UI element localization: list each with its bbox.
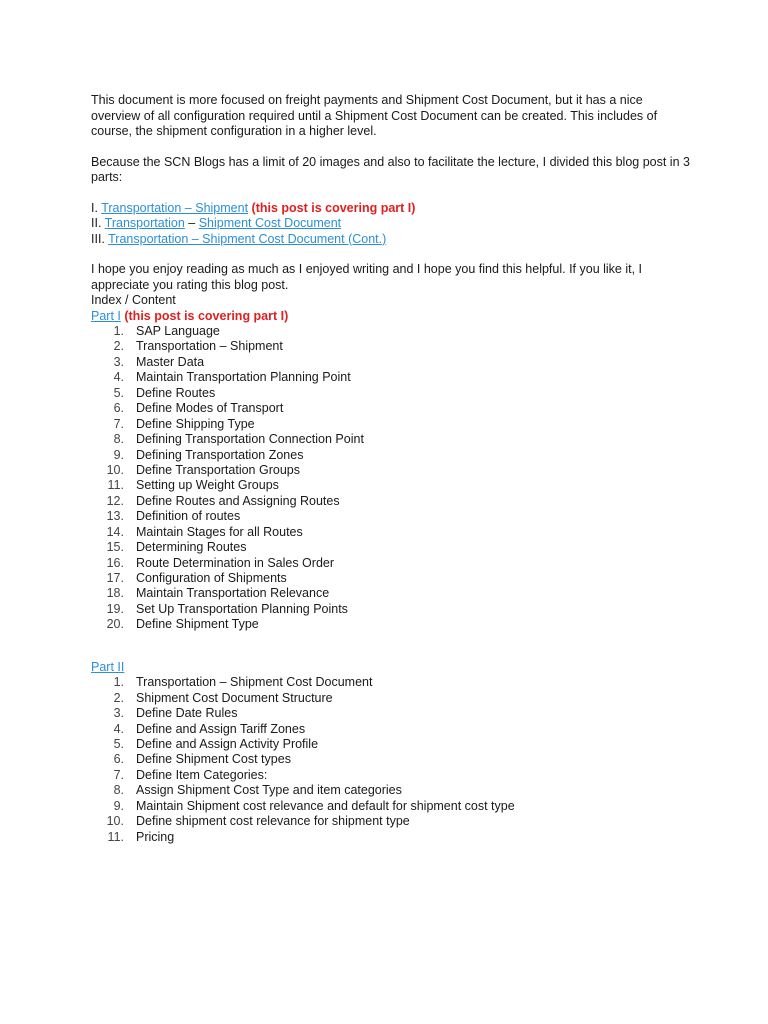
toc-item-number: 15. — [106, 540, 124, 555]
toc-item-number: 13. — [106, 509, 124, 524]
document-page — [91, 93, 691, 845]
toc-item-number: 3. — [113, 354, 124, 369]
toc-item-number: 8. — [113, 783, 124, 798]
toc-item-label: Transportation – Shipment — [136, 339, 283, 354]
toc-item — [91, 722, 691, 737]
toc-item-label: Define shipment cost relevance for shipment type — [136, 814, 410, 829]
part-line-3 — [91, 232, 691, 248]
toc-item — [91, 463, 691, 478]
toc-item — [91, 602, 691, 617]
toc-item — [91, 386, 691, 401]
toc-item-number: 7. — [113, 767, 124, 782]
toc-item-number: 18. — [106, 586, 124, 601]
toc-item-label: Maintain Transportation Relevance — [136, 586, 330, 601]
toc-item-label: Master Data — [136, 354, 205, 369]
toc-item-label: Configuration of Shipments — [136, 571, 287, 585]
parts-list — [91, 201, 691, 248]
closing-paragraph: I hope you enjoy reading as much as I enjoyed writing and I hope you find this helpful. If you like it, I appreciate you rating this blog post. — [91, 262, 643, 292]
toc-item — [91, 675, 691, 690]
toc-item-label: Route Determination in Sales Order — [136, 555, 335, 570]
toc-item-number: 10. — [106, 814, 124, 829]
toc-item — [91, 691, 691, 706]
toc-item-label: Set Up Transportation Planning Points — [136, 601, 348, 616]
toc-item-number: 2. — [113, 690, 124, 705]
toc-item-number: 5. — [113, 385, 124, 400]
part-3-link[interactable]: Transportation – Shipment Cost Document (Cont.) — [108, 231, 387, 246]
toc-item — [91, 355, 691, 370]
toc-item — [91, 737, 691, 752]
toc-item — [91, 814, 691, 829]
toc-item-number: 6. — [113, 752, 124, 767]
toc-item-number: 11. — [107, 478, 124, 493]
part-2-link[interactable]: Transportation — [104, 216, 185, 230]
toc-item — [91, 494, 691, 509]
toc-item-label: Define Shipping Type — [136, 416, 255, 431]
toc-item-number: 14. — [106, 524, 124, 539]
toc-item — [91, 448, 691, 463]
toc-item-label: Define and Assign Tariff Zones — [136, 721, 306, 736]
toc-item-label: Assign Shipment Cost Type and item categories — [136, 783, 402, 798]
part-line-2 — [91, 216, 691, 232]
toc-item — [91, 432, 691, 447]
part1-link[interactable]: Part I — [91, 308, 121, 323]
toc-item — [91, 706, 691, 721]
toc-item-label: Pricing — [136, 829, 175, 844]
part-prefix: III. — [91, 231, 109, 246]
toc-item-label: Determining Routes — [136, 540, 247, 555]
toc-item — [91, 509, 691, 524]
toc-item-number: 4. — [113, 370, 124, 385]
toc-item — [91, 324, 691, 339]
toc-item-label: Define and Assign Activity Profile — [136, 737, 319, 751]
toc-item — [91, 768, 691, 783]
intro-paragraph: This document is more focused on freight payments and Shipment Cost Document, but it has a nice overview of all configuration required until a Shipment Cost Document can be created. This includes of course, the shipment configuration in a higher level. — [91, 93, 658, 138]
toc-item-number: 2. — [113, 339, 124, 354]
toc-item — [91, 617, 691, 632]
index-label: Index / Content — [91, 293, 176, 307]
part2-toc-list — [91, 675, 691, 845]
toc-item-label: Define Date Rules — [136, 706, 238, 721]
part-line-1 — [91, 201, 691, 217]
toc-item-number: 7. — [113, 416, 124, 431]
part1-toc-list — [91, 324, 691, 633]
toc-item-number: 11. — [107, 829, 124, 844]
toc-item — [91, 401, 691, 416]
toc-item — [91, 339, 691, 354]
toc-item-label: Setting up Weight Groups — [136, 478, 279, 493]
toc-item-label: Maintain Transportation Planning Point — [136, 370, 351, 385]
toc-item — [91, 556, 691, 571]
toc-item-number: 6. — [113, 401, 124, 416]
covering-note: (this post is covering part I) — [251, 200, 416, 215]
toc-item-number: 5. — [113, 737, 124, 751]
toc-item — [91, 586, 691, 601]
toc-item-label: Defining Transportation Zones — [136, 447, 304, 462]
toc-item-number: 12. — [106, 493, 124, 508]
toc-item-label: Definition of routes — [136, 509, 241, 524]
toc-item-number: 8. — [113, 432, 124, 447]
toc-item-number: 19. — [106, 601, 124, 616]
toc-item-label: Maintain Stages for all Routes — [136, 524, 303, 539]
toc-item-number: 3. — [113, 706, 124, 721]
toc-item-label: Define Modes of Transport — [136, 401, 284, 416]
part1-covering-note: (this post is covering part I) — [124, 308, 289, 323]
toc-item-number: 20. — [106, 617, 124, 632]
part-1-link[interactable]: Transportation – Shipment — [101, 200, 249, 215]
toc-item-label: Define Routes — [136, 385, 216, 400]
toc-item-number: 4. — [113, 721, 124, 736]
toc-item-number: 9. — [113, 798, 124, 813]
part2-heading — [91, 660, 691, 676]
toc-item-number: 17. — [106, 571, 124, 585]
part2-link[interactable]: Part II — [91, 659, 125, 674]
toc-item — [91, 417, 691, 432]
toc-item-number: 1. — [113, 675, 124, 690]
toc-item-label: Transportation – Shipment Cost Document — [136, 675, 373, 690]
toc-item-label: Define Item Categories: — [136, 767, 268, 782]
toc-item-number: 1. — [113, 324, 124, 338]
toc-item — [91, 752, 691, 767]
toc-item-label: Define Routes and Assigning Routes — [136, 493, 340, 508]
part-2-link-extra[interactable]: Shipment Cost Document — [198, 216, 342, 230]
part1-heading — [91, 309, 691, 325]
toc-item-label: Defining Transportation Connection Point — [136, 432, 364, 447]
toc-item-label: Define Transportation Groups — [136, 462, 300, 477]
toc-item — [91, 525, 691, 540]
toc-item — [91, 783, 691, 798]
toc-item — [91, 799, 691, 814]
toc-item — [91, 830, 691, 845]
separator: – — [184, 216, 199, 230]
toc-item — [91, 370, 691, 385]
part-prefix: I. — [91, 200, 102, 215]
toc-item-label: Define Shipment Type — [136, 617, 259, 632]
toc-item-label: Maintain Shipment cost relevance and default for shipment cost type — [136, 798, 515, 813]
toc-item-number: 16. — [106, 555, 124, 570]
toc-item-number: 9. — [113, 447, 124, 462]
toc-item — [91, 540, 691, 555]
part-prefix: II. — [91, 216, 105, 230]
toc-item-number: 10. — [106, 462, 124, 477]
toc-item-label: SAP Language — [136, 324, 220, 338]
toc-item — [91, 571, 691, 586]
parts-intro-paragraph: Because the SCN Blogs has a limit of 20 images and also to facilitate the lecture, I divided this blog post in 3 parts: — [91, 154, 690, 184]
toc-item-label: Define Shipment Cost types — [136, 752, 291, 767]
toc-item-label: Shipment Cost Document Structure — [136, 690, 333, 705]
toc-item — [91, 478, 691, 493]
